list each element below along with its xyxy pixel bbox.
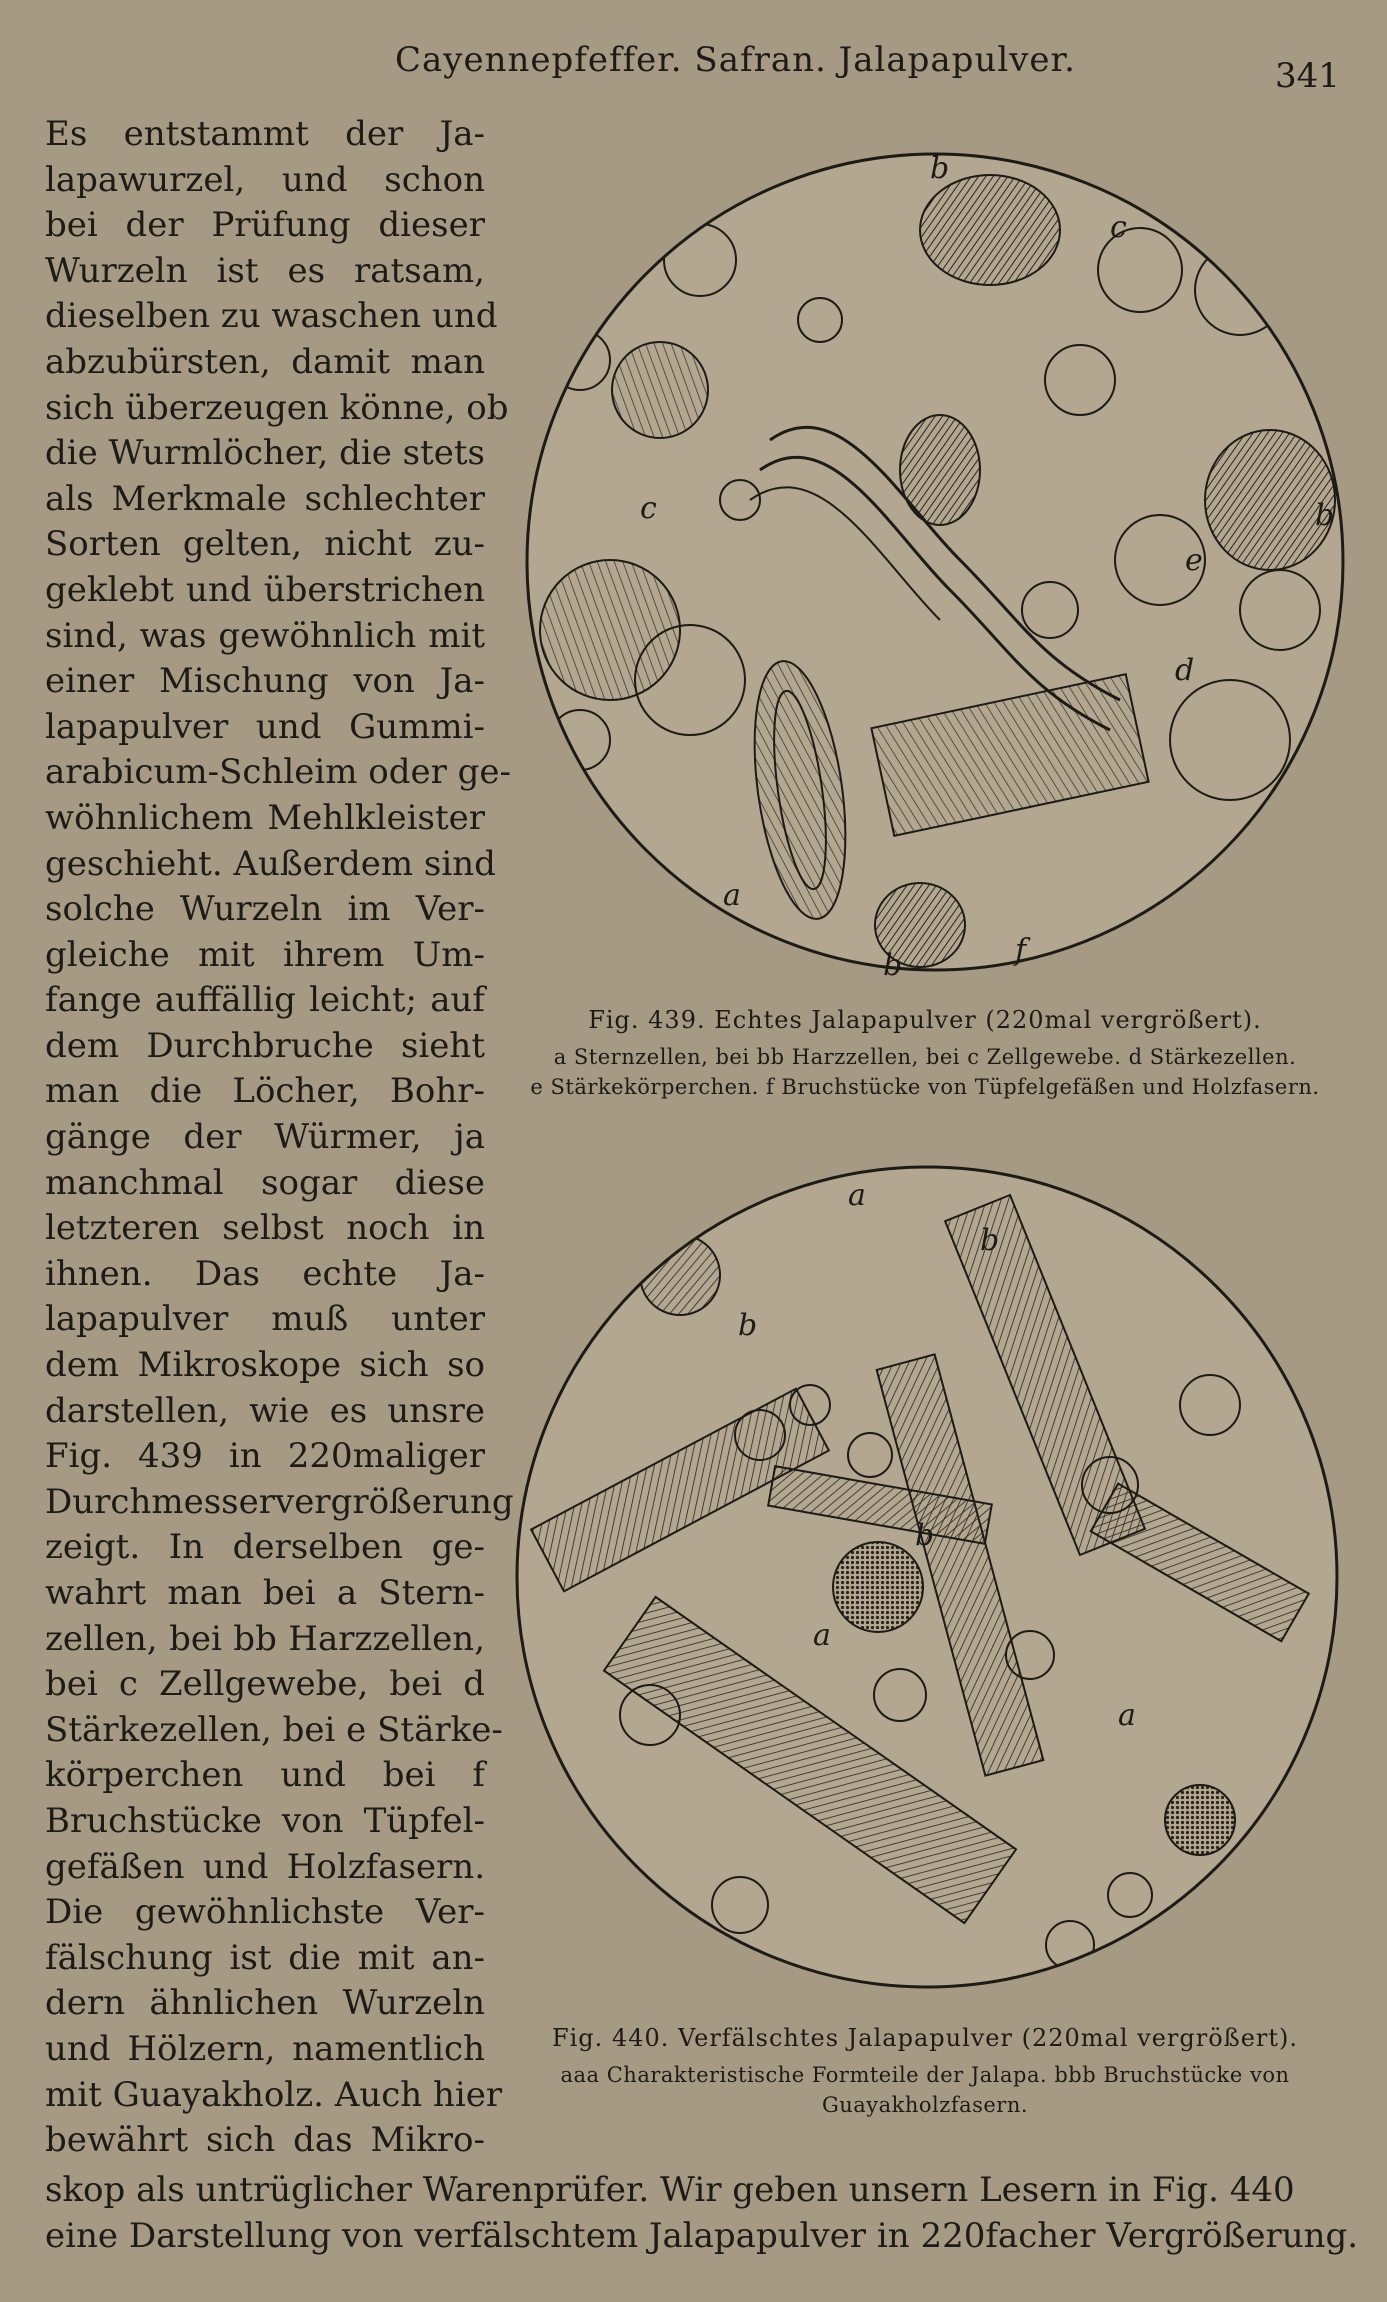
text-line: fälschung ist die mit an-: [45, 1937, 485, 1978]
text-line: eine Darstellung von verfälschtem Jalapapulver in 220facher Vergrößerung.: [45, 2215, 1359, 2256]
text-line: gänge der Würmer, ja: [45, 1117, 485, 1158]
figure-440-title: Fig. 440. Verfälschtes Jalapapulver (220mal vergrößert).: [551, 2024, 1299, 2052]
text-line: bewährt sich das Mikro-: [45, 2120, 485, 2161]
text-line: und Hölzern, namentlich: [45, 2028, 485, 2069]
fig439-label-c: c: [1110, 210, 1127, 245]
figure-439-description: [490, 1042, 1360, 1102]
text-line: abzubürsten, damit man: [45, 341, 485, 382]
body-text-full-width: [45, 2168, 1359, 2259]
figure-440-description: [490, 2060, 1360, 2120]
fig439-label-d: d: [1175, 653, 1195, 688]
text-line: Die gewöhnlichste Ver-: [45, 1892, 485, 1933]
running-head: Cayennepfeffer. Safran. Jalapapulver.: [395, 40, 1076, 80]
text-line: Es entstammt der Ja-: [45, 114, 485, 154]
text-line: lapapulver muß unter: [45, 1299, 485, 1340]
text-line: man die Löcher, Bohr-: [45, 1071, 485, 1112]
text-line: wahrt man bei a Stern-: [45, 1573, 485, 1613]
text-line: manchmal sogar diese: [45, 1162, 485, 1203]
text-line: die Wurmlöcher, die stets: [45, 433, 485, 474]
text-line: zeigt. In derselben ge-: [45, 1527, 485, 1568]
text-line: Stärkezellen, bei e Stärke-: [45, 1709, 503, 1750]
fig439-label-e: e: [1185, 543, 1203, 578]
fig440-label-b: b: [915, 1518, 935, 1553]
text-line: skop als untrüglicher Warenprüfer. Wir geben unsern Lesern in Fig. 440: [45, 2170, 1295, 2210]
fig439-label-b: b: [1315, 498, 1335, 533]
text-line: Sorten gelten, nicht zu-: [45, 524, 485, 565]
text-line: dern ähnlichen Wurzeln: [45, 1983, 485, 2024]
fig439-label-f: f: [1015, 933, 1027, 968]
text-line: Bruchstücke von Tüpfel-: [45, 1800, 485, 1841]
caption-line: Guayakholzfasern.: [821, 2093, 1029, 2117]
figure-440-caption: [490, 2024, 1360, 2120]
text-line: Durchmesservergrößerung: [45, 1481, 514, 1522]
text-line: letzteren selbst noch in: [45, 1208, 485, 1249]
text-line: sich überzeugen könne, ob: [45, 387, 509, 428]
text-line: geklebt und überstrichen: [45, 569, 485, 610]
text-line: bei c Zellgewebe, bei d: [45, 1664, 485, 1705]
micrograph-drawing: [520, 140, 1350, 985]
text-line: dieselben zu waschen und: [45, 296, 498, 337]
text-line: dem Mikroskope sich so: [45, 1345, 485, 1386]
page-number: 341: [1275, 56, 1340, 96]
text-line: fange auffällig leicht; auf: [45, 980, 485, 1021]
text-line: darstellen, wie es unsre: [45, 1390, 485, 1431]
fig439-label-a: a: [723, 878, 741, 913]
text-line: arabicum-Schleim oder ge-: [45, 752, 512, 793]
text-line: Wurzeln ist es ratsam,: [45, 250, 485, 291]
text-line: gefäßen und Holzfasern.: [45, 1846, 485, 1887]
fig440-label-b: b: [738, 1308, 758, 1343]
page-header: [0, 40, 1387, 100]
text-line: ihnen. Das echte Ja-: [45, 1253, 485, 1294]
text-line: bei der Prüfung dieser: [45, 205, 485, 246]
figure-440-micrograph: [510, 1155, 1345, 2000]
text-line: zellen, bei bb Harzzellen,: [45, 1618, 485, 1659]
text-line: gleiche mit ihrem Um-: [45, 934, 485, 975]
body-text-column: [45, 112, 514, 2164]
figure-439-micrograph: [520, 140, 1350, 985]
text-line: lapapulver und Gummi-: [45, 706, 485, 747]
micrograph-drawing: [510, 1155, 1345, 2000]
text-line: lapawurzel, und schon: [45, 159, 485, 200]
caption-line: aaa Charakteristische Formteile der Jalapa. bbb Bruchstücke von: [560, 2063, 1290, 2087]
text-line: dem Durchbruche sieht: [45, 1025, 485, 1066]
text-line: einer Mischung von Ja-: [45, 661, 485, 702]
figure-439-title: Fig. 439. Echtes Jalapapulver (220mal vergrößert).: [588, 1006, 1262, 1034]
text-line: geschieht. Außerdem sind: [45, 843, 496, 884]
text-line: sind, was gewöhnlich mit: [45, 615, 485, 656]
fig440-label-a: a: [848, 1178, 866, 1213]
caption-line: a Sternzellen, bei bb Harzzellen, bei c Zellgewebe. d Stärkezellen.: [553, 1045, 1297, 1069]
caption-line: e Stärkekörperchen. f Bruchstücke von Tüpfelgefäßen und Holzfasern.: [530, 1075, 1320, 1099]
text-line: körperchen und bei f: [45, 1755, 485, 1796]
text-line: als Merkmale schlechter: [45, 478, 485, 519]
figure-439-caption: [490, 1006, 1360, 1102]
fig439-label-b: b: [930, 151, 950, 186]
fig439-label-b: b: [883, 948, 903, 983]
text-line: wöhnlichem Mehlkleister: [45, 797, 485, 838]
text-line: mit Guayakholz. Auch hier: [45, 2074, 503, 2115]
fig440-label-a: a: [1118, 1698, 1136, 1733]
fig440-label-a: a: [813, 1618, 831, 1653]
fig439-label-c: c: [640, 491, 657, 526]
text-line: Fig. 439 in 220maliger: [45, 1436, 485, 1477]
text-line: solche Wurzeln im Ver-: [45, 889, 485, 930]
fig440-label-b: b: [980, 1223, 1000, 1258]
